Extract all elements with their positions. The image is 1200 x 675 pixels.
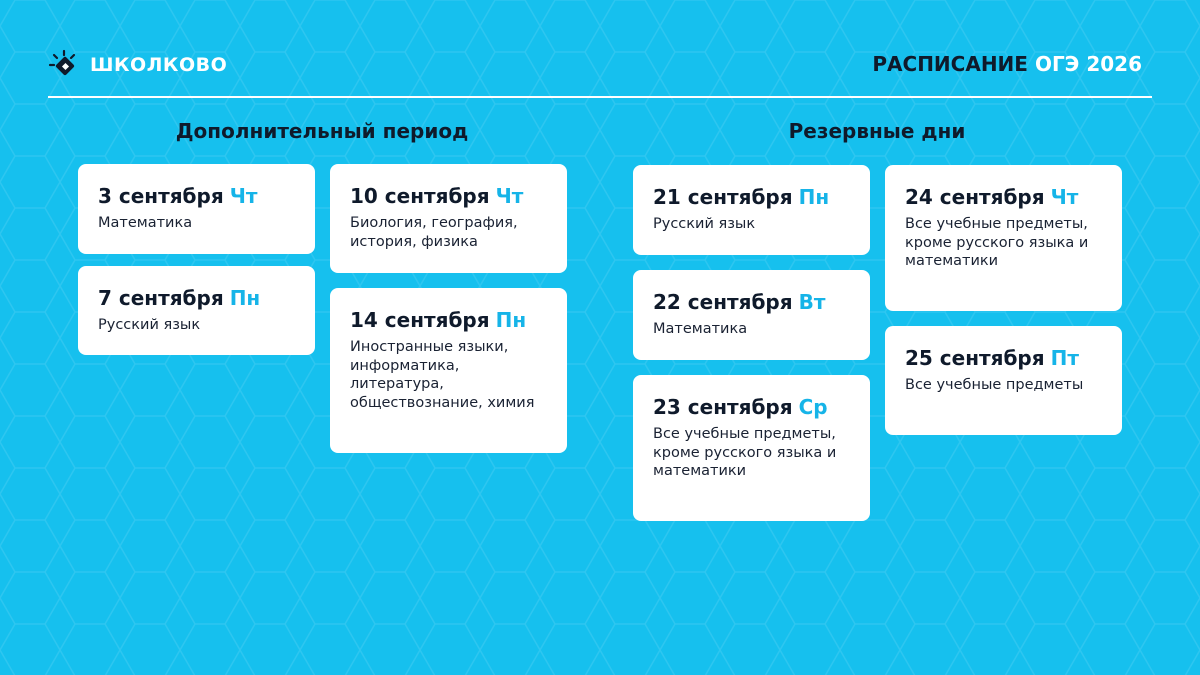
schedule-card (330, 164, 567, 273)
card-subjects: Все учебные предметы (905, 377, 1084, 393)
card-subjects: Все учебные предметы, кроме русского языка и математики (905, 216, 1089, 269)
page-title-accent: ОГЭ 2026 (1034, 52, 1142, 76)
card-date: 14 сентября Пн (350, 308, 527, 332)
card-weekday: Чт (1050, 185, 1079, 209)
schedule-card (78, 164, 315, 254)
page-title (872, 52, 1142, 76)
card-subjects: Русский язык (653, 216, 756, 232)
card-subjects: Русский язык (98, 317, 201, 333)
schedule-card (885, 165, 1122, 311)
logo-text: ШКОЛКОВО (90, 54, 228, 76)
card-subjects: Биология, география, история, физика (350, 215, 518, 250)
schedule-card (633, 375, 870, 521)
card-subjects: Математика (98, 215, 193, 231)
section-title-reserve: Резервные дни (788, 119, 966, 143)
card-subjects: Иностранные языки, информатика, литература, обществознание, химия (350, 339, 535, 411)
card-weekday: Пн (229, 286, 261, 310)
schedule-card (78, 266, 315, 355)
card-weekday: Чт (229, 184, 258, 208)
card-weekday: Пн (495, 308, 527, 332)
card-date: 3 сентября Чт (98, 184, 258, 208)
card-subjects: Математика (653, 321, 748, 337)
brand-logo[interactable] (48, 49, 227, 81)
schedule-card (633, 270, 870, 360)
card-weekday: Пт (1050, 346, 1079, 370)
card-subjects: Все учебные предметы, кроме русского языка и математики (653, 426, 837, 479)
card-date: 22 сентября Вт (653, 290, 826, 314)
logo-icon (48, 49, 80, 81)
card-date: 25 сентября Пт (905, 346, 1079, 370)
card-weekday: Вт (798, 290, 826, 314)
card-weekday: Пн (798, 185, 830, 209)
card-weekday: Ср (798, 395, 828, 419)
schedule-card (885, 326, 1122, 435)
card-date: 24 сентября Чт (905, 185, 1079, 209)
card-date: 21 сентября Пн (653, 185, 830, 209)
schedule-card (633, 165, 870, 255)
card-weekday: Чт (495, 184, 524, 208)
card-date: 23 сентября Ср (653, 395, 828, 419)
schedule-card (330, 288, 567, 453)
card-date: 10 сентября Чт (350, 184, 524, 208)
page-title-main: РАСПИСАНИЕ (872, 52, 1028, 76)
section-title-additional: Дополнительный период (175, 119, 469, 143)
card-date: 7 сентября Пн (98, 286, 261, 310)
header-divider (48, 96, 1152, 98)
